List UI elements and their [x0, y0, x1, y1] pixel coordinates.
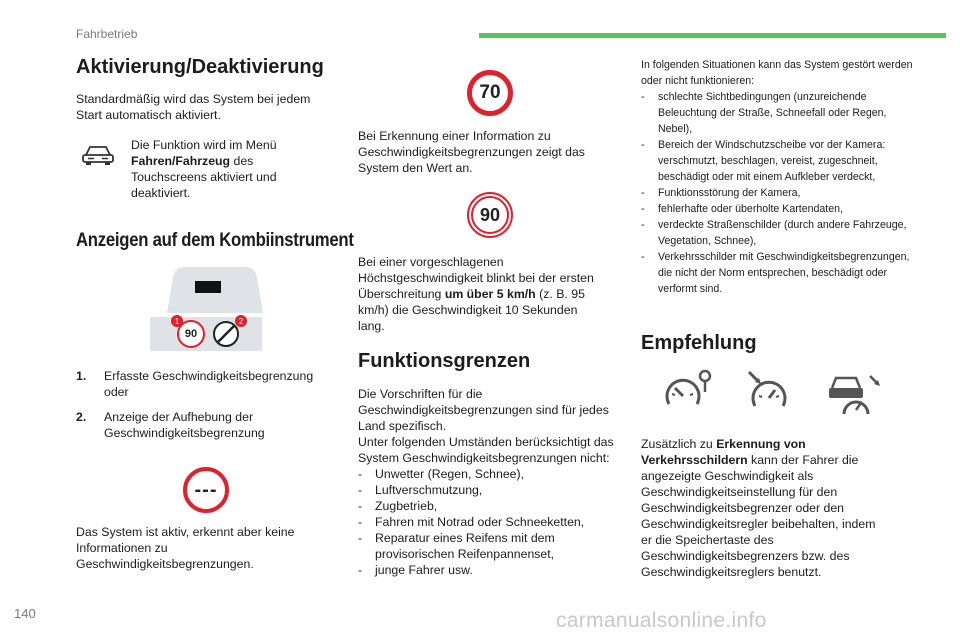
item-number: 2. [76, 410, 87, 424]
overspeed-text-part: Bei einer vorgeschlagenen Höchstgeschwindigkeit blinkt bei der ersten Überschreitung [358, 255, 594, 301]
callout-badge: 1 [171, 315, 183, 327]
instrument-cluster-image [165, 265, 265, 315]
limits-conditions-intro: Unter folgenden Umständen berücksichtigt das System Geschwindigkeitsbegrenzungen nicht: [358, 435, 614, 465]
speed-limit-90-sign-icon: 90 [471, 196, 509, 234]
list-item: - verdeckte Straßenschilder (durch andere Fahrzeuge, Vegetation, Schnee), [641, 217, 916, 249]
page-number: 140 [14, 606, 36, 621]
disturbance-intro: In folgenden Situationen kann das System gestört werden oder nicht funktionieren: [641, 59, 913, 87]
list-item: - Funktionsstörung der Kamera, [641, 185, 916, 201]
list-item: - Verkehrsschilder mit Geschwindigkeitsbegrenzungen, die nicht der Norm entsprechen, beschädigt oder verformt sind. [641, 249, 916, 297]
rec-text-part: kann der Fahrer die angezeigte Geschwindigkeit als Geschwindigkeitseinstellung für den Geschwindigkeitsbegrenzer oder den Geschwindigkeitsregler beibehalten, indem er die Speichertaste des Geschwindigkeitsbegrenzers bzw. des Geschwindigkeitsreglers benutzt. [641, 453, 876, 579]
list-item: - fehlerhafte oder überholte Kartendaten, [641, 201, 916, 217]
limits-intro: Die Vorschriften für die Geschwindigkeitsbegrenzungen sind für jedes Land spezifisch. [358, 387, 609, 433]
list-item: - Reparatur eines Reifens mit dem provisorischen Reifenpannenset, [358, 530, 620, 562]
item-text: Erfasste Geschwindigkeitsbegrenzung oder [104, 369, 314, 399]
list-item: - Unwetter (Regen, Schnee), [358, 466, 620, 482]
overspeed-text [358, 254, 603, 334]
no-info-sign-icon: --- [183, 467, 229, 513]
speed-limit-sign-icon: 90 [177, 320, 205, 348]
no-info-text: Das System ist aktiv, erkennt aber keine Informationen zu Geschwindigkeitsbegrenzungen. [76, 525, 295, 571]
disturbance-list [641, 89, 916, 297]
note-text: des Touchscreens aktiviert und deaktiviert. [131, 154, 277, 200]
recommendation-text [641, 436, 876, 580]
callout-badge: 2 [235, 315, 247, 327]
section-label: Fahrbetrieb [76, 27, 138, 41]
list-item: - Zugbetrieb, [358, 498, 620, 514]
section-title-activation: Aktivierung/Deaktivierung [76, 56, 324, 78]
car-settings-icon [80, 143, 116, 167]
overspeed-text-part: (z. B. 95 km/h) die Geschwindigkeit 10 Sekunden lang. [358, 287, 585, 333]
limits-paragraph [358, 386, 620, 578]
header-accent-bar [479, 33, 946, 38]
section-title-cluster: Anzeigen auf dem Kombiinstrument [76, 230, 354, 251]
overspeed-threshold: um über 5 km/h [444, 287, 536, 301]
note-menu-path: Fahren/Fahrzeug [131, 154, 231, 168]
item-text: Anzeige der Aufhebung der Geschwindigkeitsbegrenzung [104, 410, 265, 440]
list-item [76, 409, 326, 441]
activation-intro: Standardmäßig wird das System bei jedem Start automatisch aktiviert. [76, 92, 311, 122]
watermark: carmanualsonline.info [556, 609, 767, 632]
rec-feature-name: Erkennung von Verkehrsschildern [641, 437, 806, 467]
cluster-legend-list [76, 368, 326, 450]
note-text: Die Funktion wird im Menü [131, 138, 277, 152]
detection-text: Bei Erkennung einer Information zu Geschwindigkeitsbegrenzungen zeigt das System den Wert an. [358, 129, 585, 175]
disturbance-section [641, 57, 916, 297]
list-item: - Luftverschmutzung, [358, 482, 620, 498]
limits-list [358, 466, 620, 578]
list-item: - Fahren mit Notrad oder Schneeketten, [358, 514, 620, 530]
activation-menu-note [131, 137, 281, 201]
cruise-control-icon [745, 368, 793, 412]
speed-limit-70-sign-icon: 70 [467, 70, 513, 116]
speed-limiter-icon [663, 368, 715, 412]
rec-text-part: Zusätzlich zu [641, 437, 717, 451]
list-item: - junge Fahrer usw. [358, 562, 620, 578]
section-title-limits: Funktionsgrenzen [358, 350, 531, 372]
adaptive-cruise-icon [826, 372, 882, 416]
list-item: - Bereich der Windschutzscheibe vor der Kamera: verschmutzt, beschlagen, vereist, zugeschneit, beschädigt oder mit einem Aufkleber verdeckt, [641, 137, 916, 185]
list-item [76, 368, 326, 400]
section-title-recommendation: Empfehlung [641, 332, 757, 354]
list-item: - schlechte Sichtbedingungen (unzureichende Beleuchtung der Straße, Schneefall oder Regen, Nebel), [641, 89, 916, 137]
item-number: 1. [76, 369, 87, 383]
